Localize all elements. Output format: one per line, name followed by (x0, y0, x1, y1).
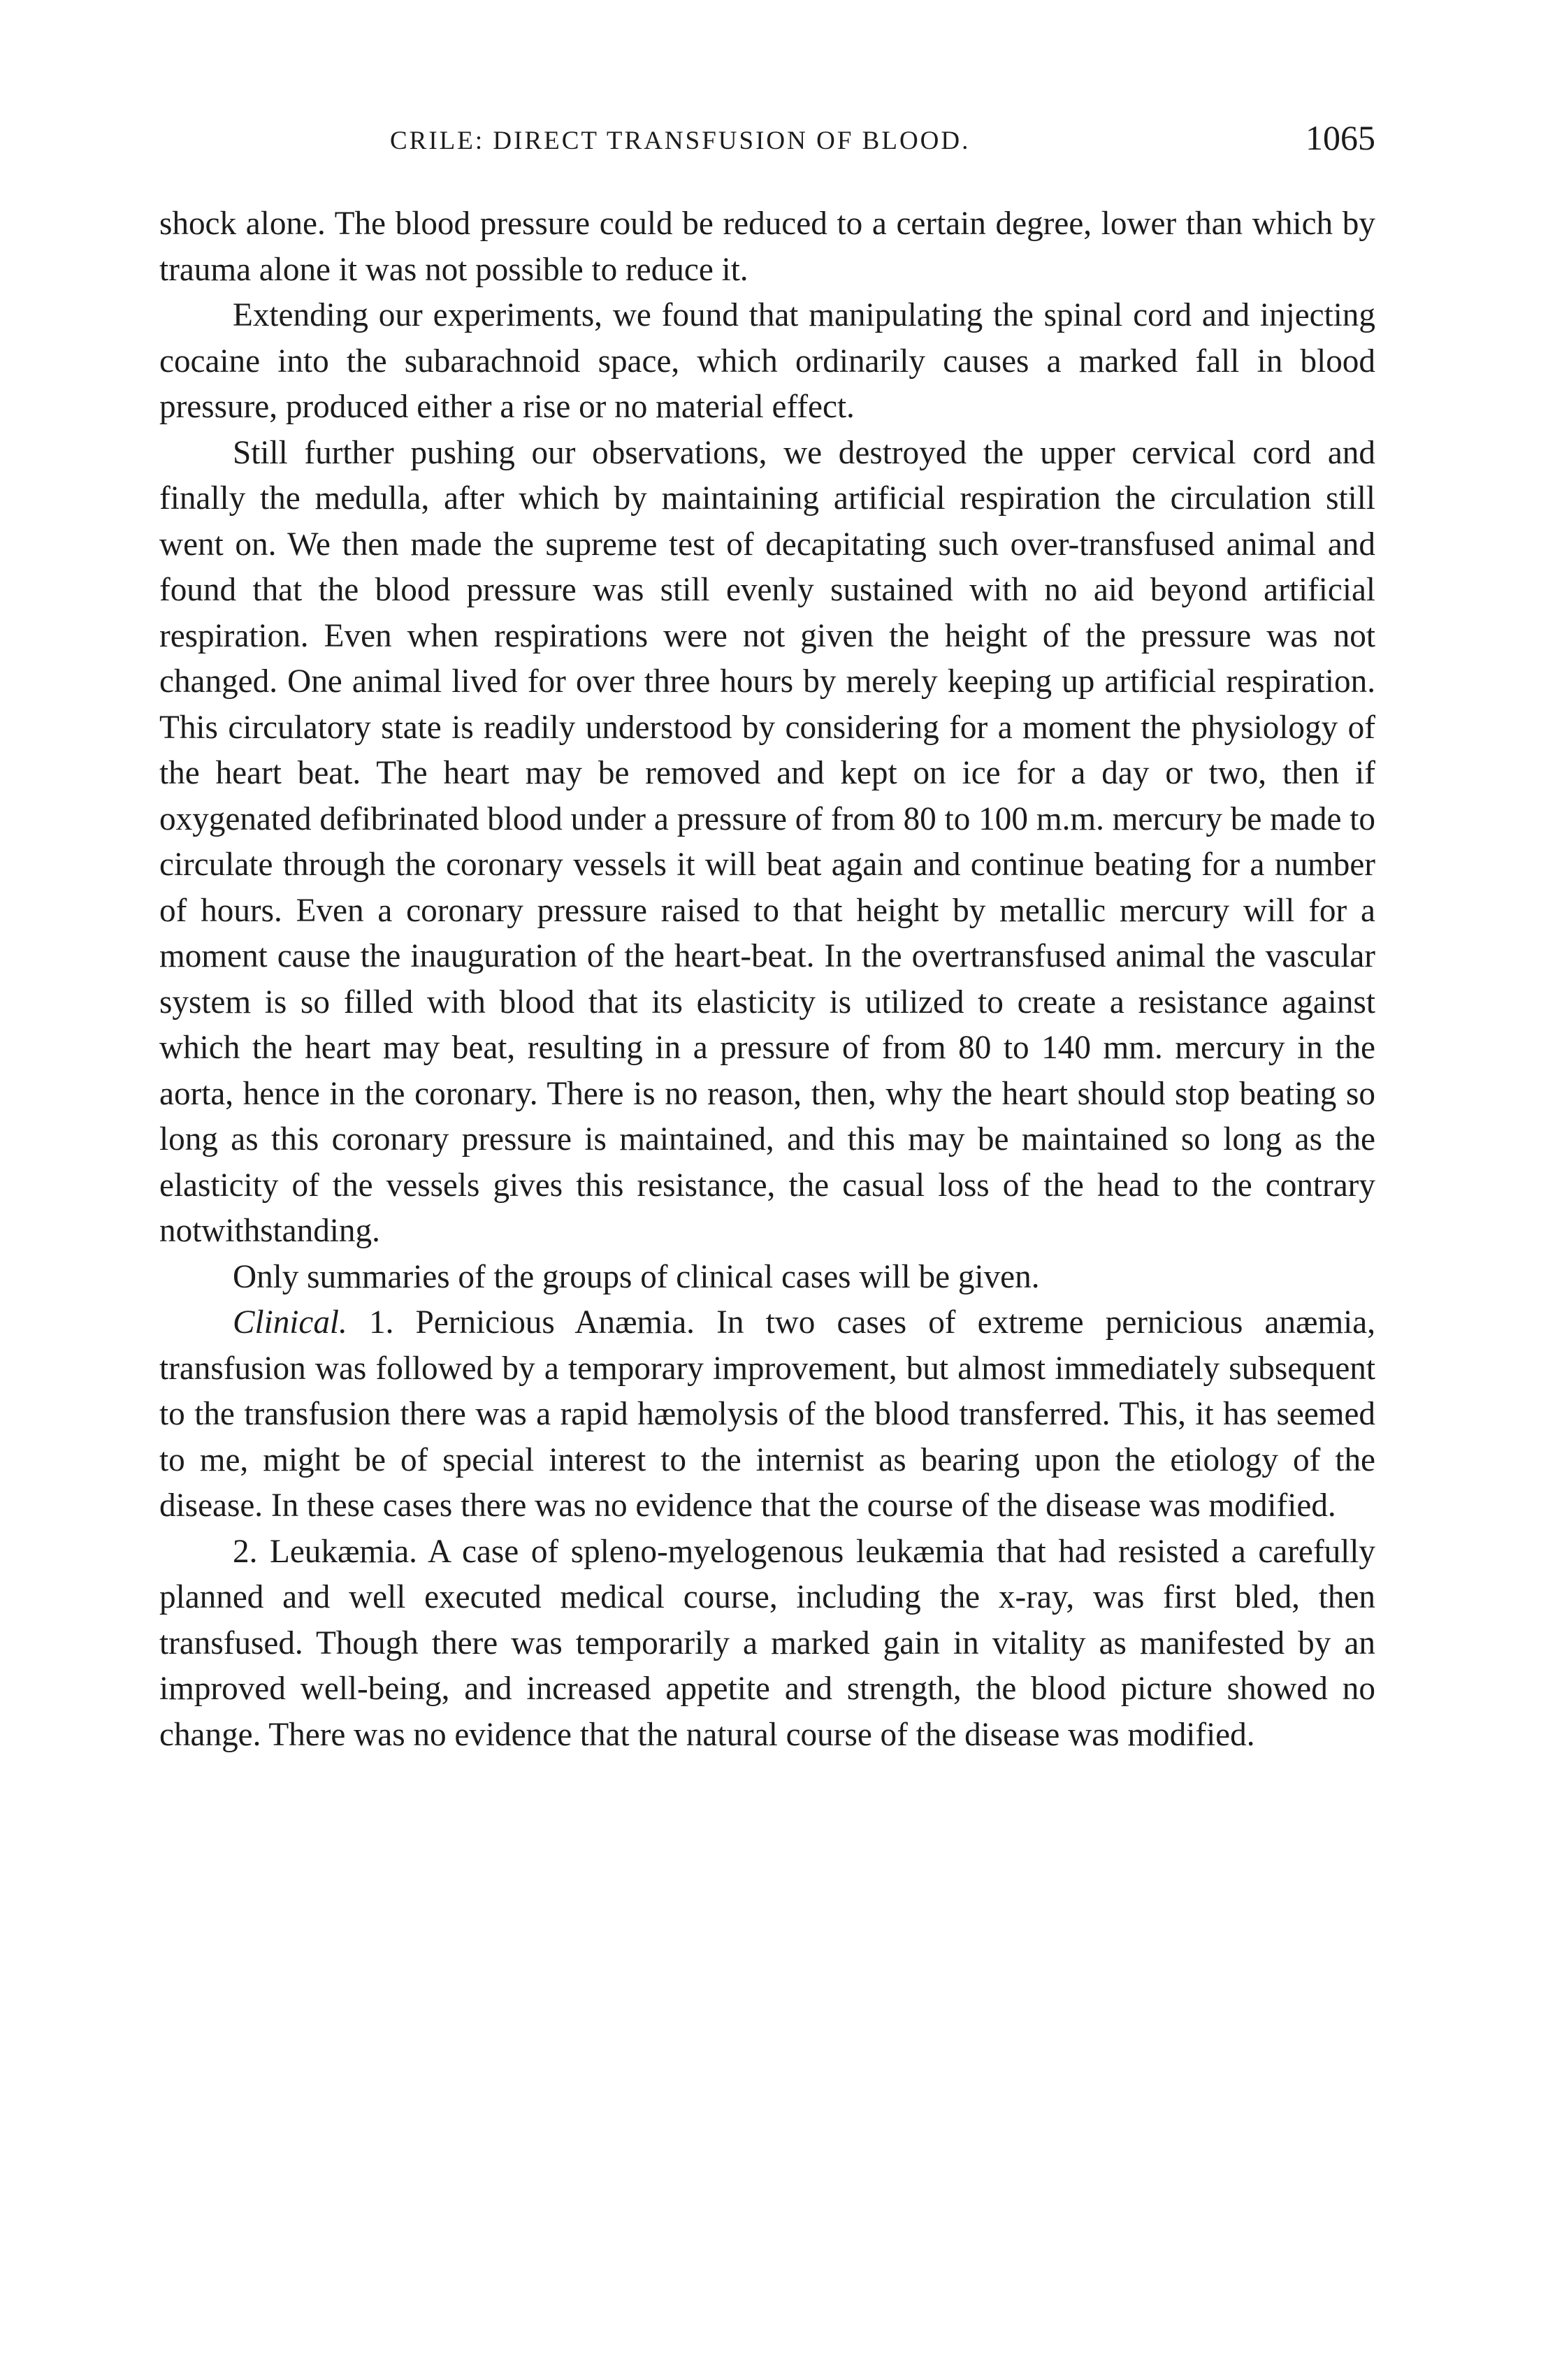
paragraph-extending-experiments: Extending our experiments, we found that manipulating the spinal cord and injecting cocaine into the subarachnoid space, which ordinarily causes a marked fall in blood pressure, produced either a rise or no material effect. (159, 297, 1375, 425)
page-number: 1065 (1305, 118, 1375, 157)
paragraph-clinical-leukaemia: 2. Leukæmia. A case of spleno-myelogenous leukæmia that had resisted a carefully planned and well executed medical course, including the x-ray, was first bled, then transfused. Though there was temporarily a marked gain in vitality as manifested by an improved well-being, and increased appetite and strength, the blood picture showed no change. There was no evidence that the natural course of the disease was modified. (159, 1533, 1375, 1753)
clinical-item-1-text: 1. Pernicious Anæmia. In two cases of extreme pernicious anæmia, transfusion was followed by a temporary improvement, but almost immediately subsequent to the transfusion there was a rapid hæmolysis of the blood transferred. This, it has seemed to me, might be of special interest to the internist as bearing upon the etiology of the disease. In these cases there was no evidence that the course of the disease was modified. (159, 1304, 1376, 1524)
page (159, 105, 1375, 2307)
running-title: CRILE: DIRECT TRANSFUSION OF BLOOD. (390, 127, 971, 155)
paragraph-shock-alone: shock alone. The blood pressure could be reduced to a certain degree, lower than which by trauma alone it was not possible to reduce it. (159, 205, 1375, 288)
body-text (159, 201, 1375, 1758)
paragraph-still-further: Still further pushing our observations, we destroyed the upper cervical cord and finally the medulla, after which by maintaining artificial respiration the circulation still went on. We then made the supreme test of decapitating such over-transfused animal and found that the blood pressure was still evenly sustained with no aid beyond artificial respiration. Even when respirations were not given the height of the pressure was not changed. One animal lived for over three hours by merely keeping up artificial respiration. This circulatory state is readily understood by considering for a moment the physiology of the heart beat. The heart may be removed and kept on ice for a day or two, then if oxygenated defibrinated blood under a pressure of from 80 to 100 m.m. mercury be made to circulate through the coronary vessels it will beat again and continue beating for a number of hours. Even a coronary pressure raised to that height by metallic mercury will for a moment cause the inauguration of the heart-beat. In the overtransfused animal the vascular system is so filled with blood that its elasticity is utilized to create a resistance against which the heart may beat, resulting in a pressure of from 80 to 140 mm. mercury in the aorta, hence in the coronary. There is no reason, then, why the heart should stop beating so long as this coronary pressure is maintained, and this may be maintained so long as the elasticity of the vessels gives this resistance, the casual loss of the head to the contrary notwithstanding. (159, 434, 1375, 1249)
running-head (159, 105, 1375, 175)
clinical-label: Clinical. (233, 1304, 347, 1341)
paragraph-only-summaries: Only summaries of the groups of clinical cases will be given. (233, 1258, 1040, 1295)
paragraph-clinical-anaemia (159, 1300, 1375, 1529)
